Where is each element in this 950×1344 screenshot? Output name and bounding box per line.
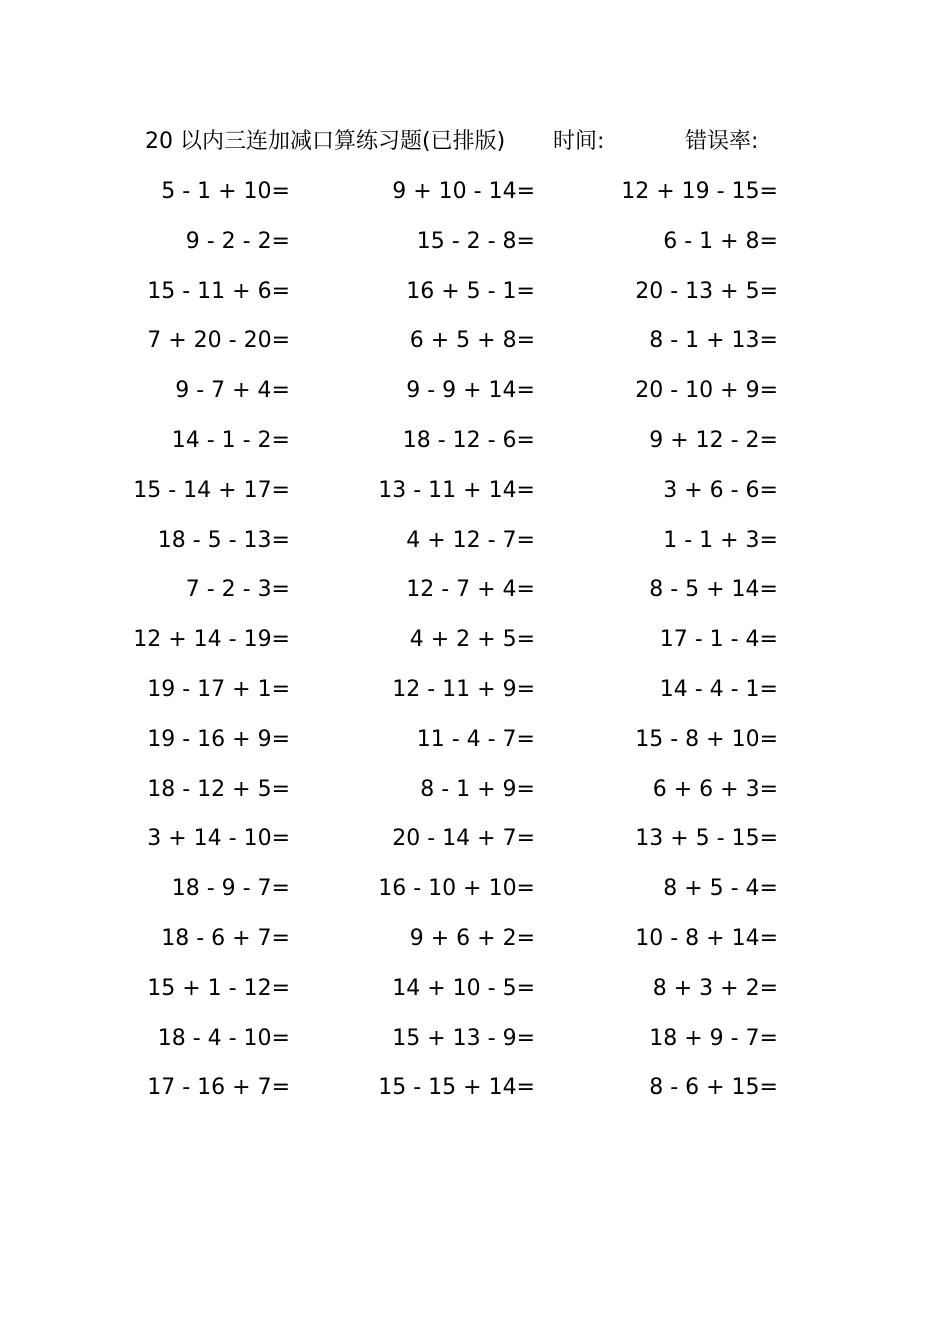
worksheet-title: 20 以内三连加减口算练习题(已排版) [145, 129, 506, 154]
problem-item: 18 - 12 + 5= [147, 776, 290, 802]
problem-row [0, 620, 950, 670]
problem-row [0, 521, 950, 571]
problem-item: 7 - 2 - 3= [185, 577, 290, 603]
problem-item: 19 - 17 + 1= [147, 676, 290, 702]
problem-item: 5 - 1 + 10= [161, 179, 290, 204]
problem-row [0, 321, 950, 371]
problem-row [0, 1019, 950, 1069]
problem-item: 15 - 11 + 6= [147, 278, 290, 304]
problem-item: 12 - 11 + 9= [392, 676, 535, 702]
problem-row [0, 919, 950, 969]
problem-item: 18 + 9 - 7= [649, 1025, 778, 1051]
problem-item: 16 + 5 - 1= [406, 278, 535, 304]
problem-item: 4 + 12 - 7= [406, 527, 535, 553]
problem-item: 20 - 14 + 7= [392, 826, 535, 852]
problem-item: 8 + 5 - 4= [663, 876, 778, 902]
problem-item: 9 + 10 - 14= [392, 179, 535, 204]
problem-row [0, 471, 950, 521]
problem-item: 9 + 12 - 2= [649, 427, 778, 453]
problem-item: 11 - 4 - 7= [416, 726, 535, 752]
problem-row [0, 819, 950, 869]
problem-row [0, 720, 950, 770]
problem-item: 18 - 6 + 7= [161, 925, 290, 951]
worksheet-header [0, 125, 950, 159]
problem-item: 9 - 2 - 2= [185, 228, 290, 254]
problem-item: 15 - 14 + 17= [133, 477, 290, 503]
problem-grid [0, 172, 950, 1118]
problem-item: 6 + 5 + 8= [409, 328, 535, 354]
problem-item: 14 - 1 - 2= [171, 427, 290, 453]
problem-item: 13 - 11 + 14= [378, 477, 535, 503]
problem-item: 8 - 5 + 14= [649, 577, 778, 603]
problem-item: 8 - 1 + 9= [420, 776, 535, 802]
problem-item: 20 - 13 + 5= [635, 278, 778, 304]
problem-item: 19 - 16 + 9= [147, 726, 290, 752]
problem-item: 4 + 2 + 5= [409, 627, 535, 653]
problem-item: 14 - 4 - 1= [659, 676, 778, 702]
problem-row [0, 670, 950, 720]
problem-row [0, 969, 950, 1019]
problem-item: 12 + 19 - 15= [621, 179, 778, 204]
problem-item: 9 - 7 + 4= [175, 378, 290, 404]
error-rate-label: 错误率: [685, 129, 759, 154]
problem-item: 15 - 8 + 10= [635, 726, 778, 752]
problem-item: 18 - 4 - 10= [157, 1025, 290, 1051]
problem-item: 12 + 14 - 19= [133, 627, 290, 653]
problem-item: 18 - 5 - 13= [157, 527, 290, 553]
problem-item: 16 - 10 + 10= [378, 876, 535, 902]
problem-item: 17 - 1 - 4= [659, 627, 778, 653]
problem-row [0, 371, 950, 421]
problem-row [0, 172, 950, 222]
problem-item: 14 + 10 - 5= [392, 975, 535, 1001]
problem-item: 9 + 6 + 2= [409, 925, 535, 951]
problem-item: 9 - 9 + 14= [406, 378, 535, 404]
problem-item: 15 + 1 - 12= [147, 975, 290, 1001]
problem-item: 8 + 3 + 2= [652, 975, 778, 1001]
problem-row [0, 1068, 950, 1118]
problem-item: 18 - 9 - 7= [171, 876, 290, 902]
problem-item: 6 - 1 + 8= [663, 228, 778, 254]
problem-item: 8 - 6 + 15= [649, 1075, 778, 1101]
problem-item: 18 - 12 - 6= [402, 427, 535, 453]
problem-item: 8 - 1 + 13= [649, 328, 778, 354]
problem-item: 15 - 2 - 8= [416, 228, 535, 254]
problem-item: 20 - 10 + 9= [635, 378, 778, 404]
problem-item: 13 + 5 - 15= [635, 826, 778, 852]
problem-item: 10 - 8 + 14= [635, 925, 778, 951]
problem-row [0, 570, 950, 620]
problem-row [0, 222, 950, 272]
problem-item: 12 - 7 + 4= [406, 577, 535, 603]
problem-item: 6 + 6 + 3= [652, 776, 778, 802]
problem-item: 1 - 1 + 3= [663, 527, 778, 553]
problem-row [0, 869, 950, 919]
problem-row [0, 272, 950, 322]
problem-row [0, 421, 950, 471]
problem-item: 15 + 13 - 9= [392, 1025, 535, 1051]
problem-item: 3 + 14 - 10= [147, 826, 290, 852]
problem-item: 17 - 16 + 7= [147, 1075, 290, 1101]
problem-item: 15 - 15 + 14= [378, 1075, 535, 1101]
problem-item: 3 + 6 - 6= [663, 477, 778, 503]
problem-row [0, 770, 950, 820]
time-label: 时间: [553, 129, 605, 154]
problem-item: 7 + 20 - 20= [147, 328, 290, 354]
